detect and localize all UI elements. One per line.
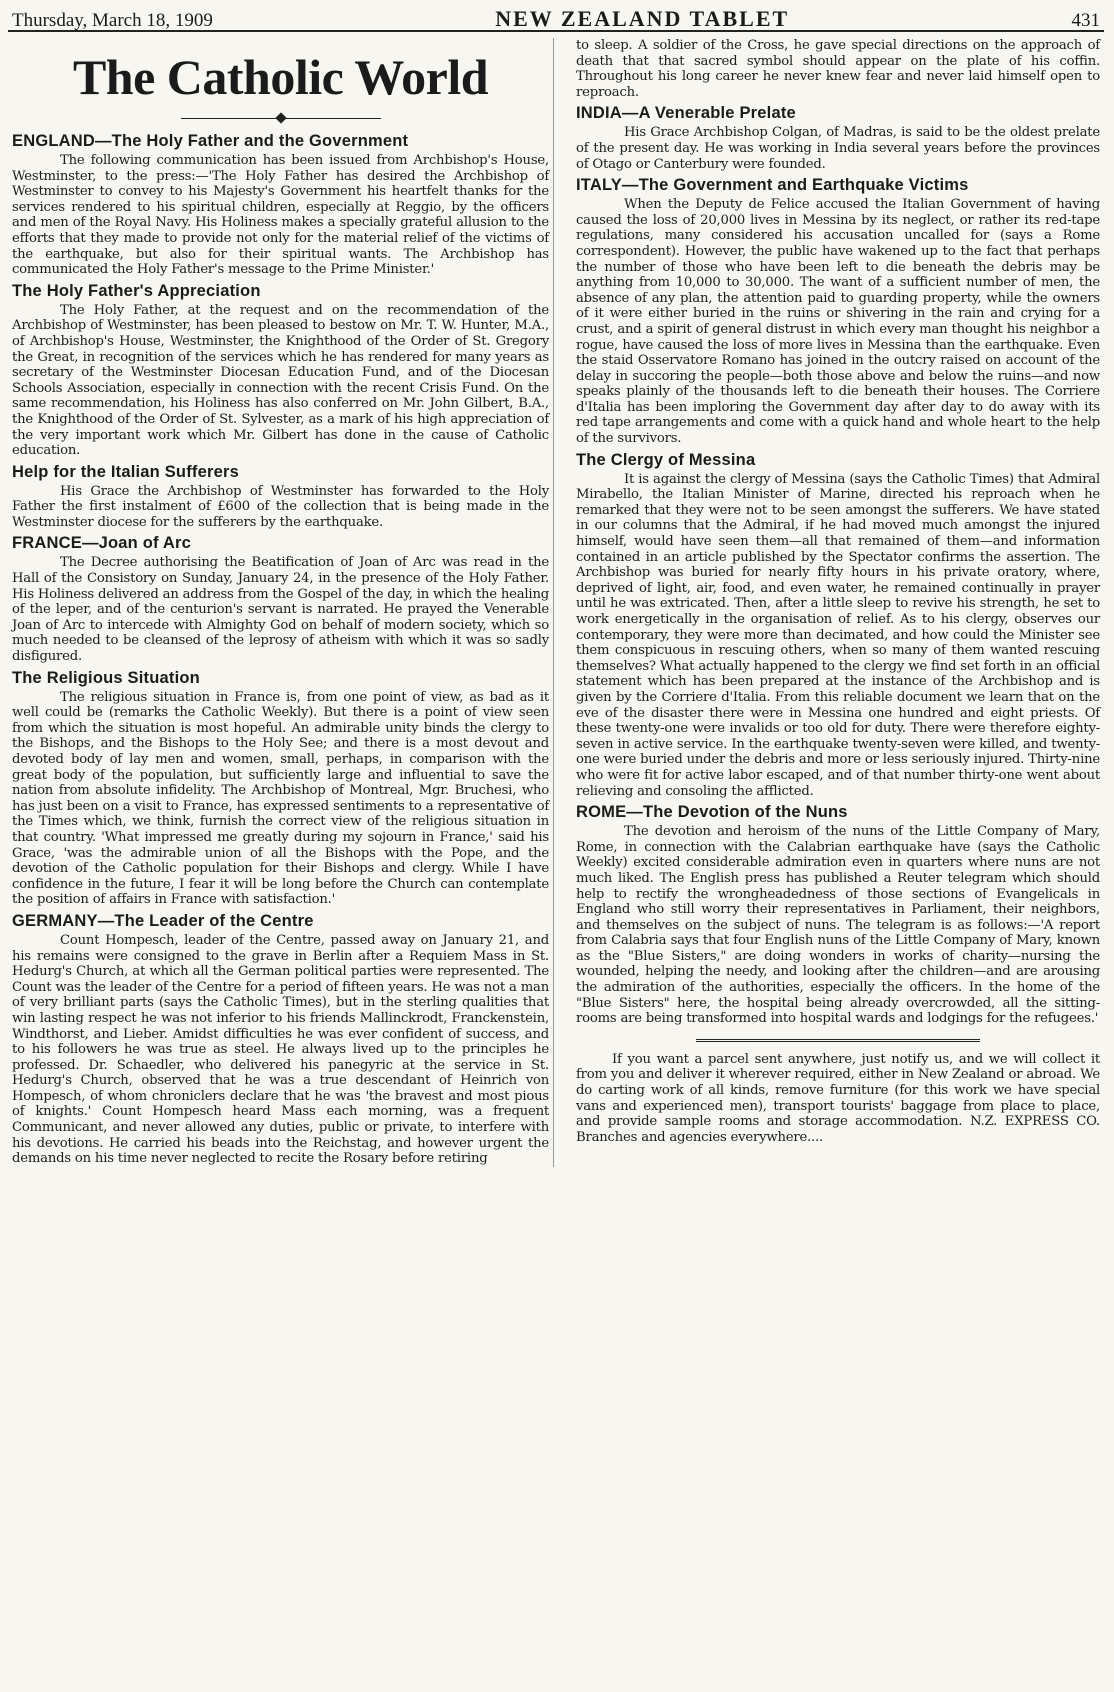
article-paragraph: The following communication has been issued from Archbishop's House, Westminster, to the press:—'The Holy Father has desired the Archbishop of Westminster to convey to his Majesty's Government his heartfelt thanks for the services rendered to his spiritual children, especially at Reggio, by the officers and men of the Royal Navy. His Holiness makes a specially grateful allusion to the efforts that they made to provide not only for the material relief of the victims of the earthquake, but also for their spiritual wants. The Archbishop has communicated the Holy Father's message to the Prime Minister.'	[12, 153, 549, 278]
article-paragraph: When the Deputy de Felice accused the Italian Government of having caused the loss of 20,000 lives in Messina by its neglect, or rather its red-tape regulations, many considered his accusation uncalled for (says a Rome correspondent). However, the public have wakened up to the fact that perhaps the number of those who have been left to die beneath the debris may be anything from 10,000 to 30,000. The want of a sufficient number of men, the absence of any plan, the attention paid to guarding property, while the owners of it were either buried in the ruins or shivering in the rain and crying for a crust, and a spirit of general distrust in which every man thought his neighbor a rogue, have caused the loss of more lives in Messina than the earthquake. Even the staid Osservatore Romano has joined in the outcry raised on account of the delay in succoring the people—both those above and below the ruins—and now speaks plainly of the thousands left to die beneath their houses. The Corriere d'Italia has been imploring the Government day after day to do away with its red tape arrangements and come with a quick hand and whole heart to the help of the survivors.	[576, 197, 1100, 447]
article-paragraph: The devotion and heroism of the nuns of the Little Company of Mary, Rome, in connection with the Calabrian earthquake have (says the Catholic Weekly) excited considerable admiration even in quarters where nuns are not much liked. The English press has published a Reuter telegram which should help to rectify the wrongheadedness of those sections of Evangelicals in England who still worry their representatives in Parliament, their neighbors, and themselves on the subject of nuns. The telegram is as follows:—'A report from Calabria says that four English nuns of the Little Company of Mary, known as the "Blue Sisters," are doing wonders in works of charity—nursing the wounded, helping the needy, and looking after the children—and are arousing the admiration of the authorities, especially the officers. In the home of the "Blue Sisters" here, the hospital being already overcrowded, all the sitting-rooms are being transformed into hospital wards and lodgings for the refugees.'	[576, 824, 1100, 1027]
article-heading: Help for the Italian Sufferers	[12, 462, 239, 481]
left-column	[8, 38, 553, 1167]
article-heading: The Holy Father's Appreciation	[12, 281, 261, 300]
article-heading: FRANCE—Joan of Arc	[12, 534, 192, 553]
article-paragraph: to sleep. A soldier of the Cross, he gave special directions on the approach of death that that sacred symbol should appear on the plate of his coffin. Throughout his long career he never knew fear and never laid himself open to reproach.	[576, 38, 1100, 100]
right-column	[553, 38, 1104, 1167]
article-paragraph: The Holy Father, at the request and on the recommendation of the Archbishop of Westminster, has been pleased to bestow on Mr. T. W. Hunter, M.A., of Archbishop's House, Westminster, the Knighthood of the Order of St. Gregory the Great, in recognition of the services which he has rendered for many years as secretary of the Westminster Diocesan Education Fund, and of the Diocesan Schools Association, especially in connection with the recent Crisis Fund. On the same recommendation, his Holiness has also conferred on Mr. John Gilbert, B.A., the Knighthood of the Order of St. Sylvester, as a mark of his high appreciation of the very important work which Mr. Gilbert has done in the cause of Catholic education.	[12, 302, 549, 459]
article-heading: The Clergy of Messina	[576, 450, 756, 469]
article-columns	[8, 38, 1104, 1167]
article-heading: INDIA—A Venerable Prelate	[576, 104, 796, 123]
article-paragraph: His Grace the Archbishop of Westminster has forwarded to the Holy Father the first instalment of £600 of the collection that is being made in the Westminster diocese for the sufferers by the earthquake.	[12, 483, 549, 530]
article-paragraph: His Grace Archbishop Colgan, of Madras, is said to be the oldest prelate of the present day. He was working in India several years before the provinces of Otago or Canterbury were founded.	[576, 125, 1100, 172]
article-paragraph: The religious situation in France is, from one point of view, as bad as it well could be (remarks the Catholic Weekly). But there is a point of view seen from which the situation is most hopeful. An admirable unity binds the clergy to the Bishops, and the Bishops to the Holy See; and there is a most devout and devoted body of lay men and women, small, perhaps, in comparison with the great body of the population, but sufficiently large and influential to save the nation from absolute infidelity. The Archbishop of Montreal, Mgr. Bruchesi, who has just been on a visit to France, has expressed sentiments to a representative of the Times which, we think, furnish the correct view of the religious situation in that country. 'What impressed me greatly during my sojourn in France,' said his Grace, 'was the admirable union of all the Bishops with the Pope, and the devotion of the Catholic population for their Bishops and clergy. While I have confidence in the future, I fear it will be long before the Church can contemplate the position of affairs in France with satisfaction.'	[12, 689, 549, 908]
notice-text: If you want a parcel sent anywhere, just notify us, and we will collect it from you and deliver it wherever required, either in New Zealand or abroad. We do carting work of all kinds, remove furniture (for this work we have special vans and experienced men), transport tourists' baggage from place to place, and provide sample rooms and storage accommodation. N.Z. EXPRESS CO. Branches and agencies everywhere....	[576, 1051, 1100, 1145]
issue-date: Thursday, March 18, 1909	[12, 10, 213, 31]
article-heading: ROME—The Devotion of the Nuns	[576, 803, 848, 822]
advertisement-notice	[576, 1052, 1100, 1146]
article-paragraph: The Decree authorising the Beatification of Joan of Arc was read in the Hall of the Consistory on Sunday, January 24, in the presence of the Holy Father. His Holiness delivered an address from the Gospel of the day, in which the healing of the leper, and of the centurion's servant is narrated. He prayed the Venerable Joan of Arc to intercede with Almighty God on behalf of modern society, which so much needed to be cleansed of the leprosy of atheism with which it was so sadly disfigured.	[12, 555, 549, 665]
article-paragraph: It is against the clergy of Messina (says the Catholic Times) that Admiral Mirabello, the Italian Minister of Marine, directed his reproach when he remarked that they were not to be seen amongst the sufferers. We have stated in our columns that the Admiral, if he had moved much amongst the injured himself, would have seen them—all that remained of them—and information contained in an article published by the Spectator confirms the assertion. The Archbishop was buried for nearly fifty hours in his private oratory, where, deprived of light, air, food, and even water, he remained continually in prayer until he was extricated. Then, after a little sleep to revive his strength, he set to work energetically in the organisation of relief. As to his clergy, observes our contemporary, they were more than decimated, and how could the Minister see them conspicuous in rescuing others, when so many of them wanted rescuing themselves? What actually happened to the clergy we find set forth in an official statement which has been prepared at the instance of the Archbishop and is given by the Corriere d'Italia. From this reliable document we learn that on the eve of the disaster there were in Messina one hundred and eight priests. Of these twenty-one were invalids or too old for duty. There were therefore eighty-seven in active service. In the earthquake twenty-seven were killed, and twenty-one were buried under the debris and more or less seriously injured. Thirty-nine who were fit for active labor escaped, and of that number thirty-one went about relieving and consoling the afflicted.	[576, 471, 1100, 799]
article-paragraph: Count Hompesch, leader of the Centre, passed away on January 21, and his remains were consigned to the grave in Berlin after a Requiem Mass in St. Hedurg's Church, at which all the German political parties were represented. The Count was the leader of the Centre for a period of fifteen years. He was not a man of very brilliant parts (says the Catholic Times), but in the sterling qualities that win lasting respect he was not inferior to his friends Mallinckrodt, Franckenstein, Windthorst, and Lieber. Amidst difficulties he was ever confident of success, and to his followers he was true as steel. He always lived up to the principles he professed. Dr. Schaedler, who delivered his panegyric at the service in St. Hedurg's Church, observed that he was a true descendant of Heinrich von Hompesch, of whom chroniclers declare that he was 'the bravest and most pious of knights.' Count Hompesch heard Mass each morning, was a frequent Communicant, and never allowed any duties, public or private, to interfere with his devotions. He carried his beads into the Reichstag, and however urgent the demands on his time never neglected to recite the Rosary before retiring	[12, 932, 549, 1167]
publication-title: NEW ZEALAND TABLET	[495, 6, 790, 31]
notice-divider	[696, 1039, 980, 1042]
page-number: 431	[1071, 10, 1100, 31]
article-heading: The Religious Situation	[12, 668, 200, 687]
section-title: The Catholic World	[72, 49, 489, 105]
article-heading: ENGLAND—The Holy Father and the Government	[12, 132, 409, 150]
masthead	[8, 4, 1104, 32]
ornament-divider	[181, 112, 381, 126]
article-heading: GERMANY—The Leader of the Centre	[12, 911, 314, 930]
article-heading: ITALY—The Government and Earthquake Victims	[576, 176, 969, 195]
